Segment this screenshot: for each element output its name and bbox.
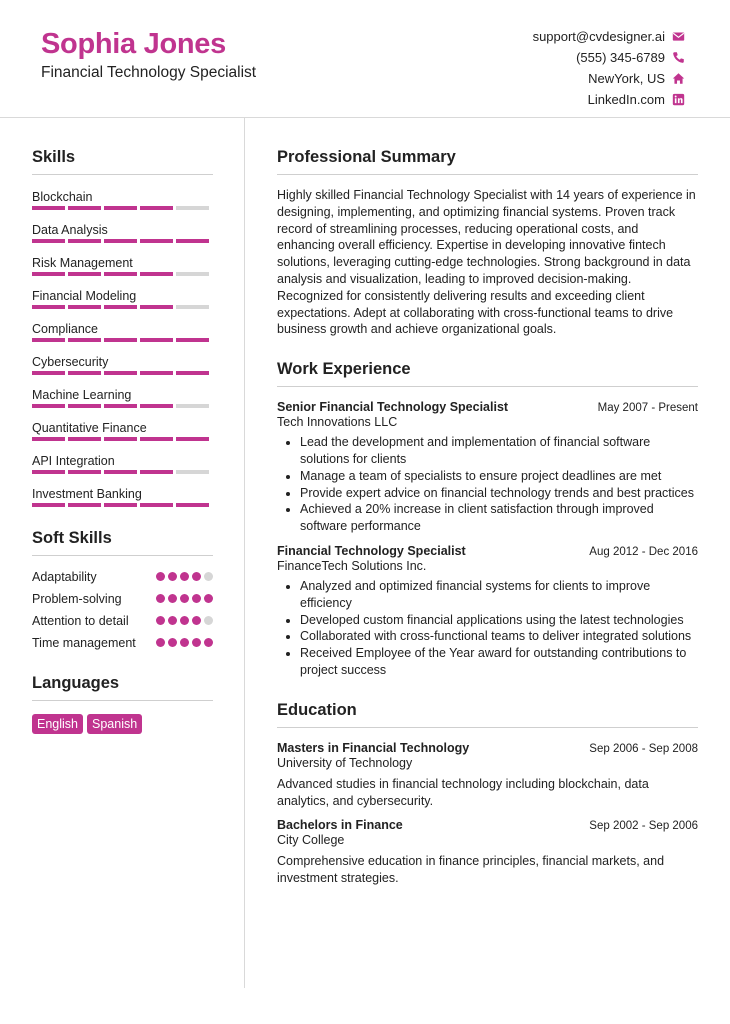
skill-level-segment: [176, 437, 209, 441]
languages-heading: Languages: [32, 674, 213, 701]
job-bullet: • Collaborated with cross-functional teams to deliver integrated solutions: [300, 628, 698, 645]
skill-level-segment: [32, 404, 65, 408]
skill-level-segment: [68, 272, 101, 276]
candidate-title: Financial Technology Specialist: [41, 64, 257, 81]
contact-phone[interactable]: [533, 47, 685, 68]
skill-level-segment: [140, 503, 173, 507]
skill-level-segment: [140, 239, 173, 243]
education-entry: [277, 741, 698, 810]
rating-dot: [168, 594, 177, 603]
skill-level-segment: [140, 437, 173, 441]
languages-section: [32, 674, 213, 734]
skill-level-bar: [32, 470, 213, 474]
contact-email[interactable]: [533, 26, 685, 47]
skill-item: [32, 387, 213, 408]
skill-level-segment: [104, 239, 137, 243]
skill-item: [32, 255, 213, 276]
skill-level-segment: [176, 470, 209, 474]
left-column: [32, 148, 213, 734]
skill-name: Blockchain: [32, 190, 93, 204]
skills-list: [32, 189, 213, 507]
rating-dot: [204, 638, 213, 647]
skill-level-bar: [32, 206, 213, 210]
education-heading: Education: [277, 701, 698, 728]
skill-level-segment: [140, 206, 173, 210]
skill-item: [32, 321, 213, 342]
resume-header: [0, 0, 730, 118]
contact-linkedin[interactable]: [533, 89, 685, 110]
rating-dot: [204, 616, 213, 625]
contact-linkedin-text[interactable]: LinkedIn.com: [587, 92, 665, 107]
education-school: University of Technology: [277, 755, 413, 770]
skill-item: [32, 189, 213, 210]
skill-level-segment: [104, 206, 137, 210]
skill-item: [32, 288, 213, 309]
skill-name: Risk Management: [32, 256, 133, 270]
contact-list: [533, 26, 685, 110]
job-header: [277, 544, 698, 558]
phone-icon: [672, 51, 685, 64]
soft-skill-rating: [156, 594, 213, 603]
rating-dot: [180, 594, 189, 603]
contact-location-text: NewYork, US: [588, 71, 665, 86]
skill-level-segment: [140, 470, 173, 474]
soft-skill-item: [32, 635, 213, 652]
skill-level-segment: [140, 305, 173, 309]
skill-name: Machine Learning: [32, 388, 132, 402]
education-description: Advanced studies in financial technology including blockchain, data analytics, and cybersecurity.: [277, 776, 649, 808]
skill-level-segment: [176, 305, 209, 309]
skill-item: [32, 486, 213, 507]
skill-item: [32, 354, 213, 375]
skill-level-segment: [104, 371, 137, 375]
candidate-name: Sophia Jones: [41, 28, 226, 60]
soft-skills-heading: Soft Skills: [32, 529, 213, 556]
envelope-icon: [672, 30, 685, 43]
skill-level-segment: [68, 371, 101, 375]
skill-level-segment: [32, 272, 65, 276]
rating-dot: [168, 638, 177, 647]
education-entry: [277, 818, 698, 887]
right-column: [277, 148, 698, 887]
skill-name: Investment Banking: [32, 487, 142, 501]
rating-dot: [180, 572, 189, 581]
skill-level-segment: [104, 305, 137, 309]
skill-level-segment: [176, 272, 209, 276]
home-icon: [672, 72, 685, 85]
skill-level-segment: [32, 305, 65, 309]
education-section: [277, 701, 698, 887]
skill-level-segment: [32, 371, 65, 375]
skill-level-bar: [32, 437, 213, 441]
education-header: [277, 741, 698, 755]
skill-level-segment: [140, 272, 173, 276]
job-bullets: [277, 434, 698, 535]
skill-level-segment: [32, 437, 65, 441]
skill-level-bar: [32, 239, 213, 243]
linkedin-icon: [672, 93, 685, 106]
skill-name: Financial Modeling: [32, 289, 137, 303]
skill-level-segment: [32, 239, 65, 243]
job-company: FinanceTech Solutions Inc.: [277, 558, 427, 573]
job-company: Tech Innovations LLC: [277, 415, 398, 430]
skills-heading: Skills: [32, 148, 213, 175]
experience-heading: Work Experience: [277, 360, 698, 387]
language-badge: Spanish: [87, 714, 142, 734]
soft-skill-item: [32, 591, 213, 608]
job-bullet: • Received Employee of the Year award for outstanding contributions to project success: [300, 645, 698, 679]
skill-name: Compliance: [32, 322, 99, 336]
rating-dot: [192, 572, 201, 581]
skill-item: [32, 453, 213, 474]
soft-skill-rating: [156, 572, 213, 581]
job-entry: [277, 544, 698, 679]
skill-level-segment: [104, 272, 137, 276]
experience-section: [277, 360, 698, 679]
job-bullet: • Developed custom financial applications using the latest technologies: [300, 612, 698, 629]
skill-level-segment: [140, 404, 173, 408]
education-degree: Masters in Financial Technology: [277, 740, 470, 755]
job-entry: [277, 400, 698, 535]
education-school: City College: [277, 833, 345, 848]
summary-heading: Professional Summary: [277, 148, 698, 175]
skill-name: Data Analysis: [32, 223, 108, 237]
job-bullet: • Achieved a 20% increase in client satisfaction through improved software performance: [300, 501, 698, 535]
education-header: [277, 818, 698, 832]
job-bullets: [277, 578, 698, 679]
job-date: May 2007 - Present: [597, 402, 698, 415]
soft-skills-list: [32, 569, 213, 652]
soft-skill-item: [32, 569, 213, 586]
education-degree: Bachelors in Finance: [277, 818, 403, 833]
skill-level-segment: [104, 470, 137, 474]
rating-dot: [156, 572, 165, 581]
job-bullet: • Manage a team of specialists to ensure project deadlines are met: [300, 468, 698, 485]
rating-dot: [156, 638, 165, 647]
skill-level-segment: [176, 206, 209, 210]
education-date: Sep 2002 - Sep 2006: [589, 820, 698, 833]
soft-skill-name: Adaptability: [32, 570, 97, 584]
soft-skills-section: [32, 529, 213, 652]
skill-level-bar: [32, 305, 213, 309]
rating-dot: [204, 572, 213, 581]
rating-dot: [168, 572, 177, 581]
skill-level-segment: [104, 338, 137, 342]
job-title: Financial Technology Specialist: [277, 543, 466, 558]
skill-level-segment: [68, 404, 101, 408]
education-list: [277, 741, 698, 887]
skill-level-segment: [68, 470, 101, 474]
skill-level-segment: [68, 206, 101, 210]
soft-skill-name: Problem-solving: [32, 592, 122, 606]
job-header: [277, 400, 698, 414]
rating-dot: [180, 638, 189, 647]
soft-skill-name: Attention to detail: [32, 614, 129, 628]
skill-level-segment: [68, 503, 101, 507]
skill-item: [32, 420, 213, 441]
skill-level-segment: [176, 503, 209, 507]
job-bullet: • Lead the development and implementation of financial software solutions for clients: [300, 434, 698, 468]
rating-dot: [156, 594, 165, 603]
soft-skill-rating: [156, 638, 213, 647]
job-bullet: • Analyzed and optimized financial systems for clients to improve efficiency: [300, 578, 698, 612]
contact-email-text[interactable]: support@cvdesigner.ai: [532, 29, 665, 44]
languages-list: [32, 714, 213, 734]
skill-level-segment: [32, 206, 65, 210]
job-date: Aug 2012 - Dec 2016: [589, 545, 698, 558]
skill-name: Quantitative Finance: [32, 421, 147, 435]
skill-level-segment: [176, 404, 209, 408]
skill-level-segment: [68, 437, 101, 441]
job-title: Senior Financial Technology Specialist: [277, 400, 509, 415]
skill-level-bar: [32, 338, 213, 342]
rating-dot: [168, 616, 177, 625]
summary-text: Highly skilled Financial Technology Specialist with 14 years of experience in designing, implementing, and optimizing financial systems. Proven track record of streamlining processes, reducing operational costs, and enhancing overall efficiency. Expertise in developing innovative fintech solutions, leveraging cutting-edge technologies. Strong background in data analysis and visualization, leading to improved decision-making. Recognized for consistently delivering results and exceeding client expectations. Adept at collaborating with cross-functional teams to drive business growth and achieve organizational goals.: [277, 188, 696, 337]
skill-item: [32, 222, 213, 243]
skill-level-segment: [68, 305, 101, 309]
soft-skill-name: Time management: [32, 636, 136, 650]
skill-level-segment: [176, 338, 209, 342]
soft-skill-rating: [156, 616, 213, 625]
job-bullet: • Provide expert advice on financial technology trends and best practices: [300, 485, 698, 502]
skill-level-segment: [104, 503, 137, 507]
education-date: Sep 2006 - Sep 2008: [589, 742, 698, 755]
contact-phone-text[interactable]: (555) 345-6789: [576, 50, 665, 65]
rating-dot: [192, 594, 201, 603]
skill-level-segment: [140, 338, 173, 342]
skill-level-bar: [32, 272, 213, 276]
skill-level-segment: [32, 503, 65, 507]
skill-level-segment: [176, 371, 209, 375]
skill-level-segment: [104, 437, 137, 441]
skill-level-segment: [32, 338, 65, 342]
skill-level-segment: [68, 239, 101, 243]
skill-level-bar: [32, 371, 213, 375]
skill-level-segment: [68, 338, 101, 342]
contact-location: [533, 68, 685, 89]
rating-dot: [180, 616, 189, 625]
soft-skill-item: [32, 613, 213, 630]
language-badge: English: [32, 714, 83, 734]
skill-level-segment: [104, 404, 137, 408]
skill-name: API Integration: [32, 454, 115, 468]
rating-dot: [192, 616, 201, 625]
skill-level-bar: [32, 404, 213, 408]
rating-dot: [204, 594, 213, 603]
column-divider: [244, 118, 245, 988]
rating-dot: [156, 616, 165, 625]
rating-dot: [192, 638, 201, 647]
skill-level-bar: [32, 503, 213, 507]
skill-level-segment: [140, 371, 173, 375]
skill-level-segment: [32, 470, 65, 474]
education-description: Comprehensive education in finance principles, financial markets, and investment strategies.: [277, 854, 665, 886]
skill-name: Cybersecurity: [32, 355, 109, 369]
skill-level-segment: [176, 239, 209, 243]
jobs-list: [277, 400, 698, 679]
